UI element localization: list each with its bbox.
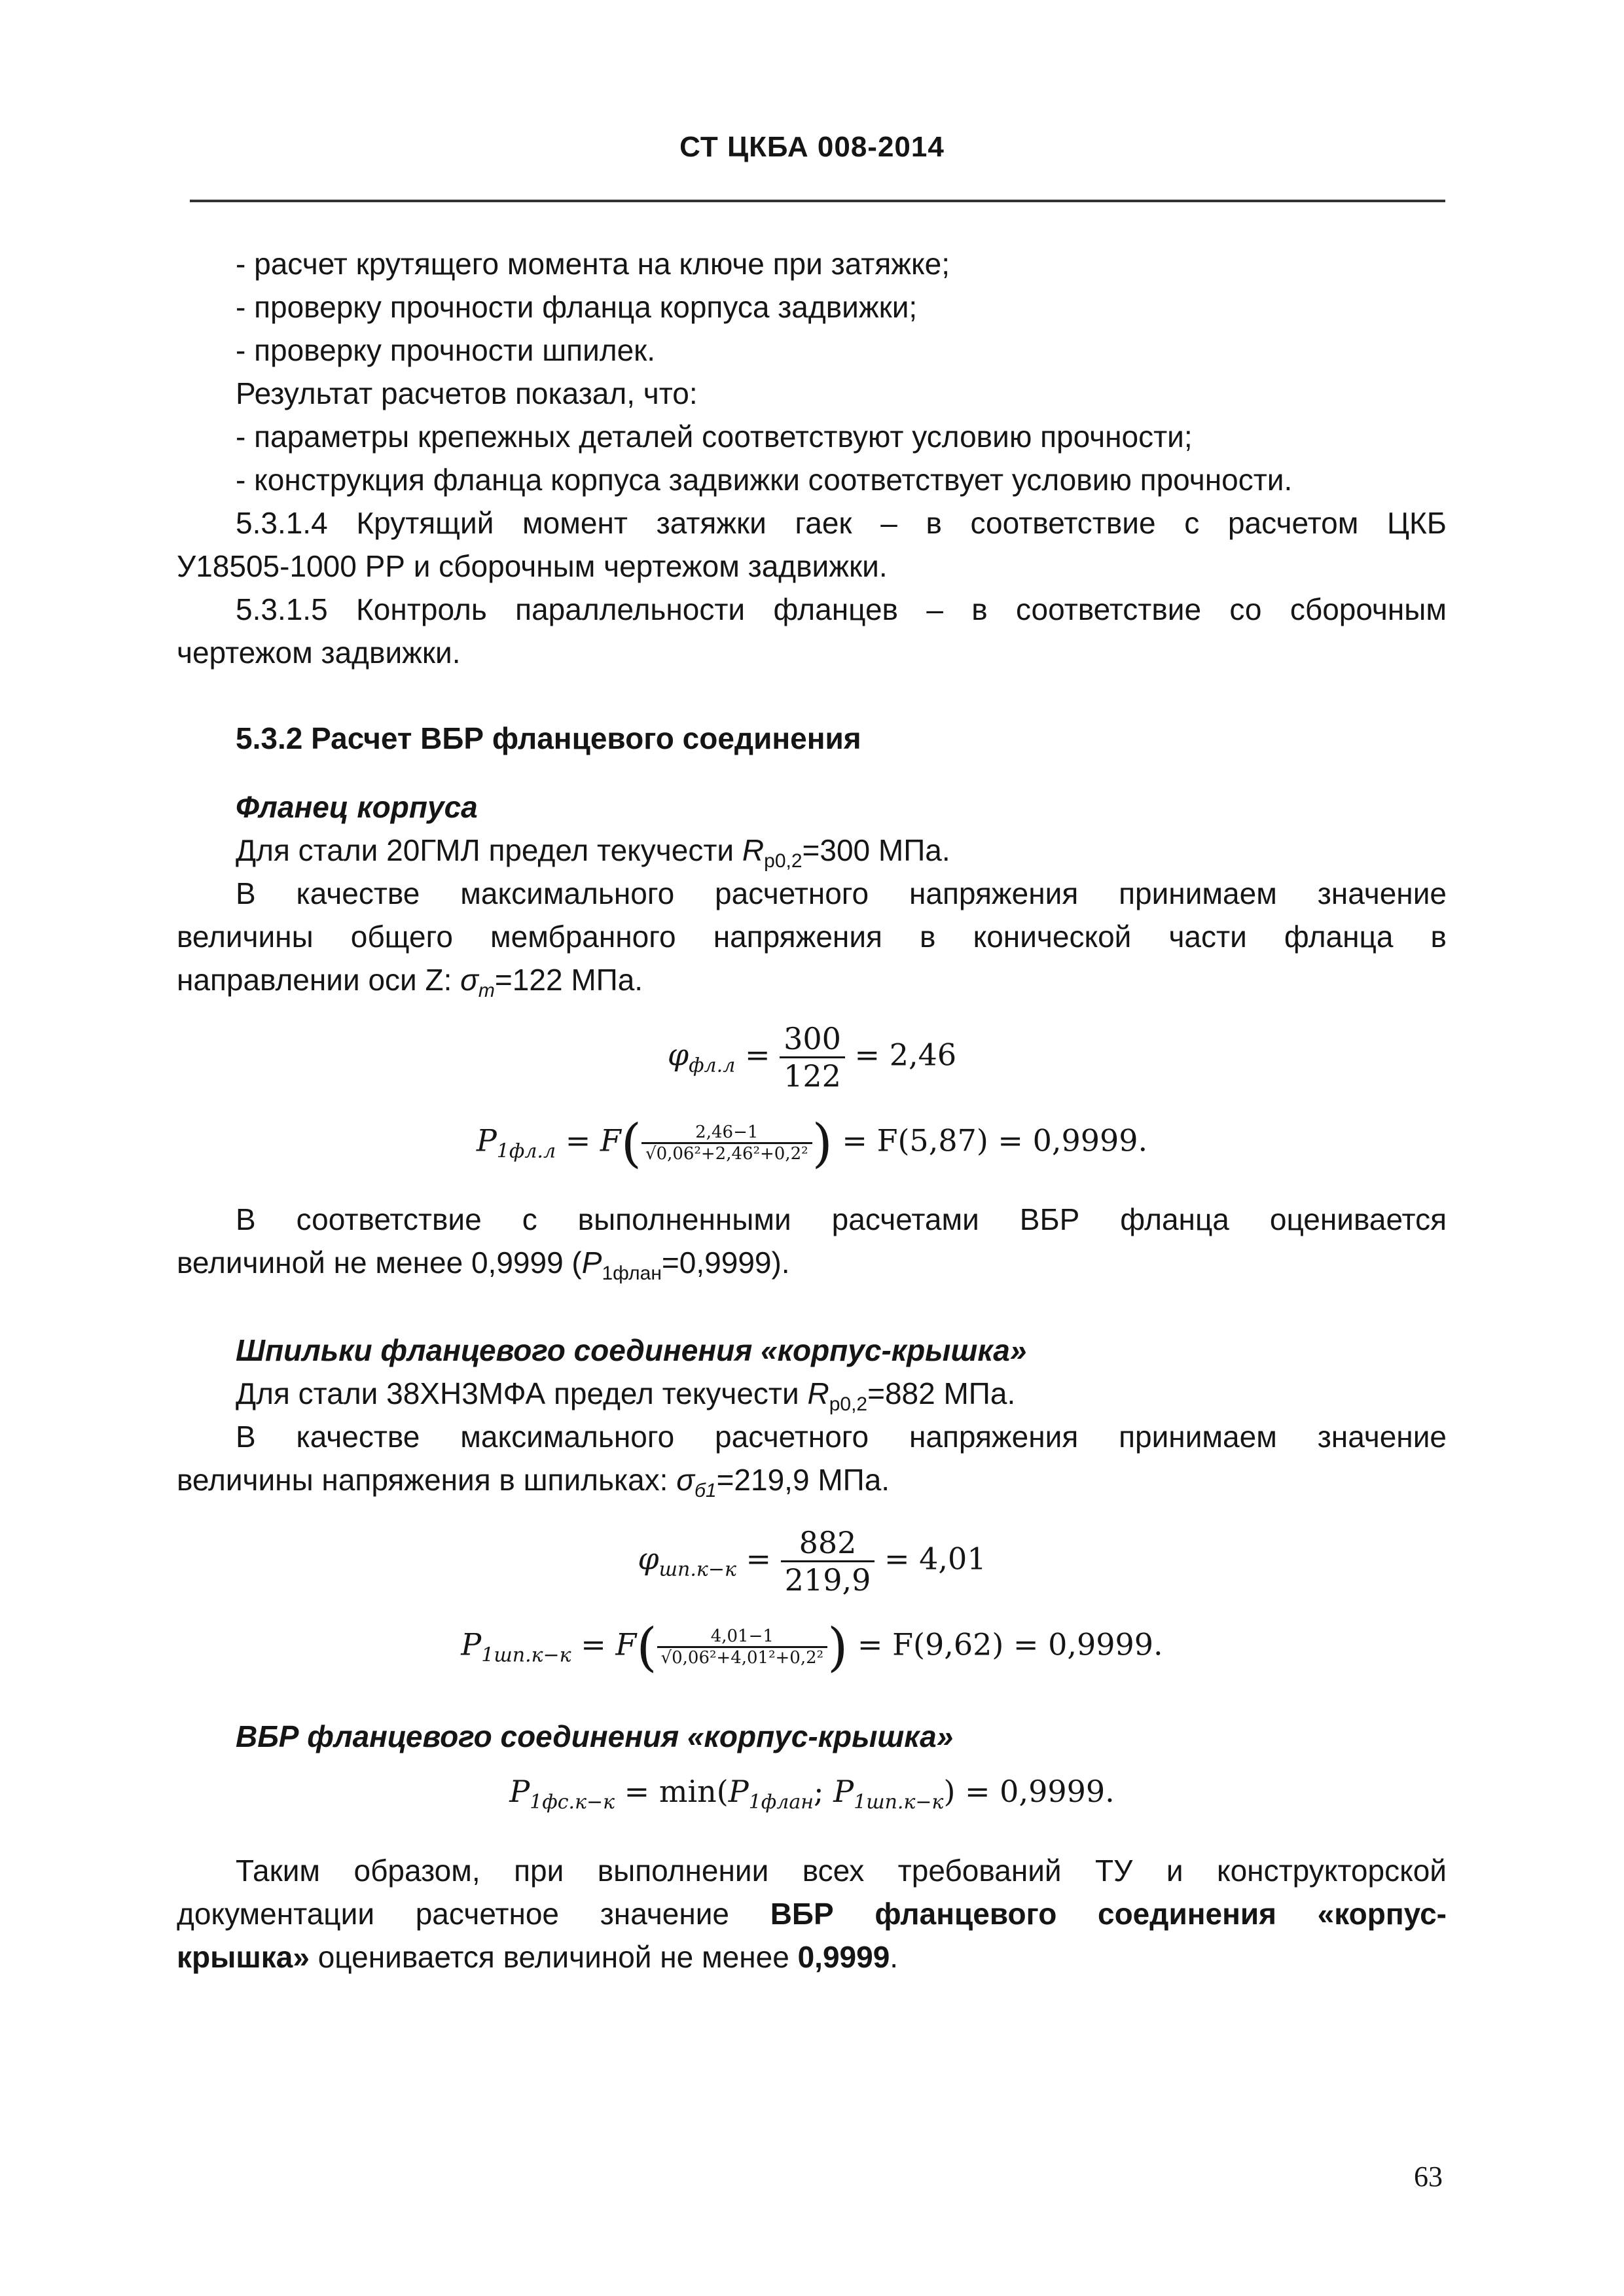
list-item: - конструкция фланца корпуса задвижки соответствует условию прочности. <box>236 463 1293 497</box>
flange-heading: Фланец корпуса <box>236 790 478 824</box>
studs-phi-formula: $\varphi_{шп.к-к}$ = $\frac{882}{219,9}$ = 4,01 <box>638 1525 986 1598</box>
intro-block <box>177 242 1447 674</box>
fraction: $\frac{4,01-1}{\text{√0,06²+4,01²+0,2²}}$ <box>657 1626 828 1668</box>
fraction: $\frac{882}{219,9}$ <box>781 1525 875 1598</box>
section-title: 5.3.2 Расчет ВБР фланцевого соединения <box>236 721 861 755</box>
flange-p-formula: $P_{1фл.л} = F$( $\frac{2,46-1}{\text{√0,06²+2,46²+0,2²}}$ ) = F(5,87) = 0,9999. <box>476 1113 1148 1174</box>
joint-formula: $P_{1фс.к-к} = \min(P_{1флан}$; $P_{1шп.к-к}) = 0,9999$. <box>509 1774 1115 1814</box>
document-header: СТ ЦКБА 008-2014 <box>679 131 945 163</box>
paragraph-5315-line1: 5.3.1.5 Контроль параллельности фланцев – в соответствие со сборочным <box>236 592 1447 626</box>
studs-stress-line2: величины напряжения в шпильках: $\sigma_{б1}=219,9$ МПа. <box>177 1463 890 1502</box>
paragraph-5315-line2: чертежом задвижки. <box>177 636 461 670</box>
fraction: $\frac{300}{122}$ <box>780 1021 845 1094</box>
studs-p-formula: $P_{1шп.к-к} = F$( $\frac{4,01-1}{\text{√0,06²+4,01²+0,2²}}$ ) = F(9,62) = 0,9999. <box>461 1617 1163 1677</box>
final-paragraph: Таким образом, при выполнении всех требований ТУ и конструкторской документации расчетное значение ВБР фланцевого соединения «корпус- крышка» оценивается величиной не менее 0,9999. <box>177 1854 1447 1974</box>
joint-heading-block <box>177 1715 1447 1758</box>
result-intro: Результат расчетов показал, что: <box>236 376 698 410</box>
flange-phi-formula: $\varphi_{фл.л}$ = $\frac{300}{122}$ = 2,46 <box>667 1021 957 1094</box>
flange-steel: Для стали 20ГМЛ предел текучести $R_{p0,2}=300$ МПа. <box>236 833 950 872</box>
fraction: $\frac{2,46-1}{\text{√0,06²+2,46²+0,2²}}$ <box>641 1122 812 1164</box>
page-number: 63 <box>1414 2161 1443 2193</box>
paragraph-5314-line2: У18505-1000 РР и сборочным чертежом задвижки. <box>177 549 888 583</box>
studs-steel: Для стали 38ХН3МФА предел текучести $R_{p0,2}=882$ МПа. <box>236 1376 1016 1416</box>
flange-stress-line1: В качестве максимального расчетного напряжения принимаем значение <box>236 876 1447 910</box>
studs-block <box>177 1329 1447 1501</box>
flange-block <box>177 785 1447 1001</box>
paragraph-5314-line1: 5.3.1.4 Крутящий момент затяжки гаек – в соответствие с расчетом ЦКБ <box>236 506 1447 540</box>
joint-heading: ВБР фланцевого соединения «корпус-крышка» <box>236 1719 954 1753</box>
list-item: - проверку прочности шпилек. <box>236 333 656 367</box>
flange-stress-line3: направлении оси Z: $\sigma_m=122$ МПа. <box>177 963 643 1002</box>
list-item: - проверку прочности фланца корпуса задвижки; <box>236 290 918 324</box>
studs-stress-line1: В качестве максимального расчетного напряжения принимаем значение <box>236 1420 1447 1454</box>
list-item: - расчет крутящего момента на ключе при затяжке; <box>236 247 950 281</box>
studs-heading: Шпильки фланцевого соединения «корпус-крышка» <box>236 1333 1027 1367</box>
flange-stress-line2: величины общего мембранного напряжения в конической части фланца в <box>177 920 1447 954</box>
list-item: - параметры крепежных деталей соответствуют условию прочности; <box>236 420 1193 454</box>
flange-conclusion: В соответствие с выполненными расчетами ВБР фланца оценивается величиной не менее 0,9999 $(P_{1флан}=0,9999)$. <box>177 1202 1447 1285</box>
header-rule <box>190 200 1445 202</box>
